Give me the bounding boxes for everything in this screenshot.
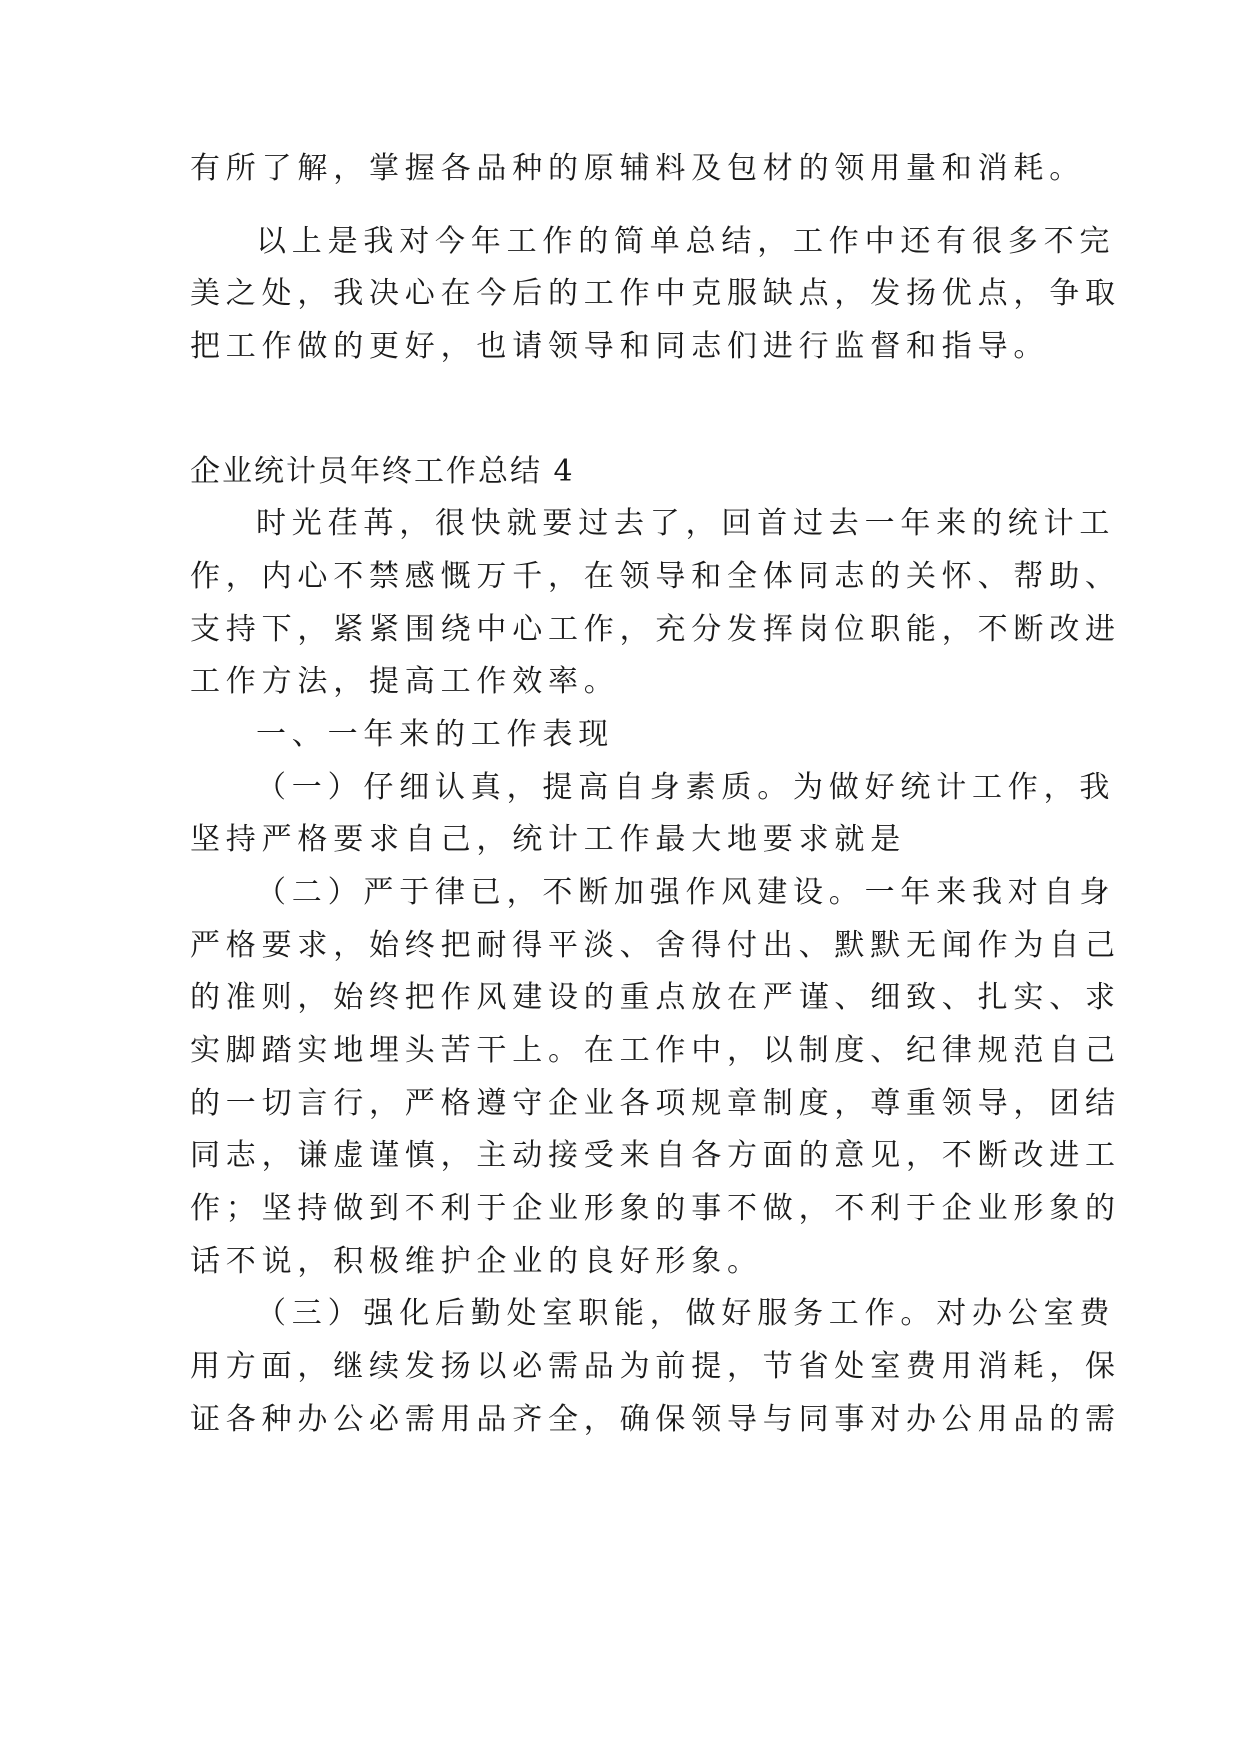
subheading: 一、一年来的工作表现 [256,717,614,752]
paragraph-line: 把工作做的更好，也请领导和同志们进行监督和指导。 [190,329,1050,364]
section-title: 企业统计员年终工作总结 4 [190,454,575,489]
paragraph-line: 以上是我对今年工作的简单总结，工作中还有很多不完 [256,224,1116,259]
paragraph-line: 的准则，始终把作风建设的重点放在严谨、细致、扎实、求 [190,980,1121,1015]
paragraph-line: 实脚踏实地埋头苦干上。在工作中，以制度、纪律规范自己 [190,1033,1121,1068]
paragraph-line: 作，内心不禁感慨万千，在领导和全体同志的关怀、帮助、 [190,559,1121,594]
paragraph-line: 证各种办公必需用品齐全，确保领导与同事对办公用品的需 [190,1402,1121,1437]
paragraph-line: 用方面，继续发扬以必需品为前提，节省处室费用消耗，保 [190,1349,1121,1384]
paragraph-line: 支持下，紧紧围绕中心工作，充分发挥岗位职能，不断改进 [190,612,1121,647]
paragraph-line: 话不说，积极维护企业的良好形象。 [190,1244,763,1279]
paragraph-line: 有所了解，掌握各品种的原辅料及包材的领用量和消耗。 [190,151,1085,186]
paragraph-line: 严格要求，始终把耐得平淡、舍得付出、默默无闻作为自己 [190,928,1121,963]
paragraph-line: 作；坚持做到不利于企业形象的事不做，不利于企业形象的 [190,1191,1121,1226]
paragraph-line: （一）仔细认真，提高自身素质。为做好统计工作，我 [256,770,1116,805]
paragraph-line: 同志，谦虚谨慎，主动接受来自各方面的意见，不断改进工 [190,1138,1121,1173]
paragraph-line: 的一切言行，严格遵守企业各项规章制度，尊重领导，团结 [190,1086,1121,1121]
paragraph-line: 时光荏苒，很快就要过去了，回首过去一年来的统计工 [256,506,1116,541]
paragraph-line: （二）严于律已，不断加强作风建设。一年来我对自身 [256,875,1116,910]
paragraph-line: 美之处，我决心在今后的工作中克服缺点，发扬优点，争取 [190,276,1121,311]
paragraph-line: （三）强化后勤处室职能，做好服务工作。对办公室费 [256,1296,1116,1331]
paragraph-line: 坚持严格要求自己，统计工作最大地要求就是 [190,822,906,857]
paragraph-line: 工作方法，提高工作效率。 [190,664,620,699]
